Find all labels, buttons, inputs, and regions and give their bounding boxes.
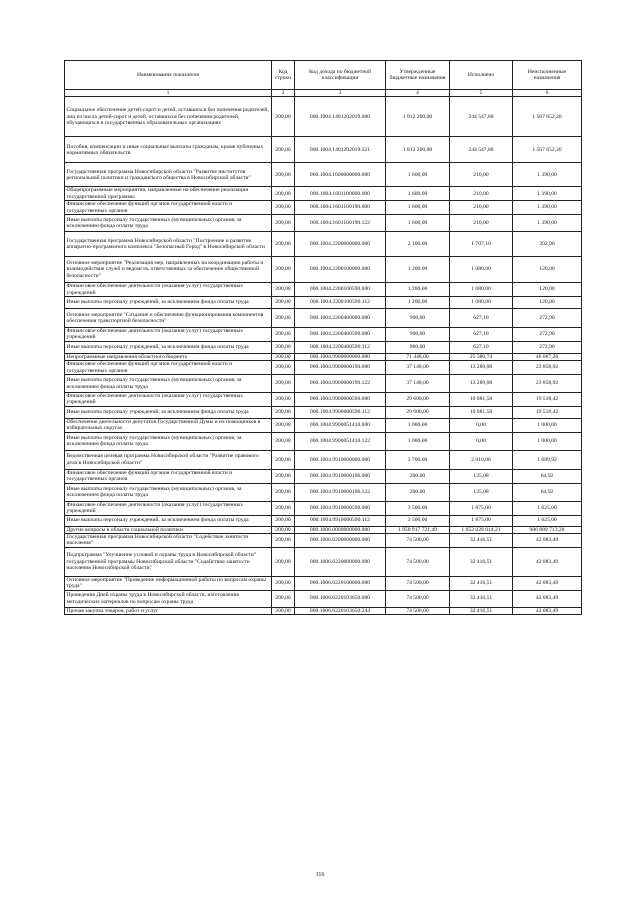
row-remaining: 272,90: [513, 327, 582, 341]
table-row: [65, 97, 582, 137]
header-approved: Утвержденные бюджетные назначения: [386, 61, 450, 90]
row-name: Общепрограммные мероприятия, направленные на обеспечение реализации государственной программы: [65, 187, 272, 201]
row-approved: 1 812 200,00: [386, 97, 450, 137]
row-income-code: 000.1004.2200400000.000: [295, 308, 386, 327]
row-income-code: 000.1004.1601100190.122: [295, 215, 386, 232]
row-approved: 200,00: [386, 469, 450, 483]
table-row: [65, 375, 582, 393]
row-income-code: 000.1004.9910000590.000: [295, 501, 386, 515]
table-row: [65, 515, 582, 526]
table-row: [65, 353, 582, 360]
table-row: [65, 590, 582, 607]
row-remaining: 42 083,49: [513, 547, 582, 576]
row-income-code: 000.1006.0220103650.244: [295, 607, 386, 614]
row-approved: 900,00: [386, 308, 450, 327]
column-number: 1: [65, 90, 272, 97]
row-line-code: 200,00: [272, 534, 295, 548]
row-executed: 627,10: [450, 327, 513, 341]
row-executed: 0,00: [450, 418, 513, 432]
row-remaining: 19 518,42: [513, 393, 582, 407]
table-row: [65, 450, 582, 469]
row-executed: 1 080,00: [450, 296, 513, 308]
row-line-code: 200,00: [272, 232, 295, 257]
table-row: [65, 547, 582, 576]
row-name: Иные выплаты персоналу учреждений, за исключением фонда оплаты труда: [65, 515, 272, 526]
row-executed: 32 416,51: [450, 547, 513, 576]
row-executed: 210,00: [450, 201, 513, 215]
row-income-code: 000.1004.2200100000.000: [295, 257, 386, 283]
row-line-code: 200,00: [272, 501, 295, 515]
row-approved: 74 500,00: [386, 590, 450, 607]
page-number: 116: [315, 872, 325, 878]
row-income-code: 000.1004.9910000190.000: [295, 469, 386, 483]
row-executed: 210,00: [450, 187, 513, 201]
row-approved: 74 500,00: [386, 534, 450, 548]
row-executed: 1 875,00: [450, 501, 513, 515]
column-number: 4: [386, 90, 450, 97]
row-line-code: 200,00: [272, 590, 295, 607]
row-line-code: 200,00: [272, 257, 295, 283]
header-remaining: Неисполненные назначения: [513, 61, 582, 90]
row-approved: 29 600,00: [386, 406, 450, 418]
table-row: [65, 341, 582, 353]
table-row: [65, 137, 582, 163]
row-name: Иные выплаты персоналу государственных (муниципальных) органов, за исключением фонда оплаты труда: [65, 215, 272, 232]
row-remaining: 1 567 652,20: [513, 137, 582, 163]
row-approved: 3 500,00: [386, 501, 450, 515]
row-approved: 1 200,00: [386, 296, 450, 308]
row-income-code: 000.1004.9910000190.122: [295, 483, 386, 501]
row-line-code: 200,00: [272, 607, 295, 614]
row-name: Финансовое обеспечение деятельности (оказания услуг) государственных учреждений: [65, 283, 272, 297]
row-executed: 244 547,80: [450, 137, 513, 163]
row-remaining: 1 689,92: [513, 450, 582, 469]
row-executed: 1 052 028 014,21: [450, 526, 513, 533]
row-remaining: 272,90: [513, 341, 582, 353]
row-name: Проведение Дней охраны труда в Новосибирской области, изготовление методических материалов по вопросам охраны труда: [65, 590, 272, 607]
row-approved: 1 600,00: [386, 215, 450, 232]
row-line-code: 200,00: [272, 515, 295, 526]
row-approved: 37 148,00: [386, 375, 450, 393]
row-line-code: 200,00: [272, 341, 295, 353]
row-line-code: 200,00: [272, 432, 295, 450]
row-executed: 1 875,00: [450, 515, 513, 526]
row-approved: 3 700,00: [386, 450, 450, 469]
table-row: [65, 501, 582, 515]
table-row: [65, 163, 582, 187]
row-income-code: 000.1006.0200000000.000: [295, 534, 386, 548]
row-approved: 74 500,00: [386, 607, 450, 614]
row-line-code: 200,00: [272, 483, 295, 501]
row-executed: 135,08: [450, 483, 513, 501]
row-income-code: 000.1004.9900000590.112: [295, 406, 386, 418]
row-income-code: 000.1004.1601100000.000: [295, 187, 386, 201]
table-row: [65, 406, 582, 418]
row-approved: 1 600,00: [386, 163, 450, 187]
table-row: [65, 534, 582, 548]
row-remaining: 1 625,00: [513, 501, 582, 515]
budget-execution-table: [64, 60, 582, 615]
row-remaining: 42 083,49: [513, 534, 582, 548]
column-number: 3: [295, 90, 386, 97]
row-income-code: 000.1004.9910000590.112: [295, 515, 386, 526]
row-remaining: 272,90: [513, 308, 582, 327]
table-row: [65, 483, 582, 501]
row-approved: 1 200,00: [386, 283, 450, 297]
row-income-code: 000.1004.2200000000.000: [295, 232, 386, 257]
table-row: [65, 296, 582, 308]
header-name: Наименование показателя: [65, 61, 272, 90]
row-name: Ведомственная целевая программа Новосибирской области "Развитие правового дела в Новосибирской области": [65, 450, 272, 469]
row-approved: 1 000,00: [386, 432, 450, 450]
row-remaining: 64,92: [513, 483, 582, 501]
table-row: [65, 469, 582, 483]
row-executed: 210,00: [450, 215, 513, 232]
table-row: [65, 361, 582, 375]
row-name: Другие вопросы в области социальной политики: [65, 526, 272, 533]
row-approved: 37 148,00: [386, 361, 450, 375]
row-name: Иные выплаты персоналу государственных (муниципальных) органов, за исключением фонда оплаты труда: [65, 483, 272, 501]
row-name: Финансовое обеспечение функций органов государственной власти и государственных органов: [65, 469, 272, 483]
row-executed: 1 080,00: [450, 257, 513, 283]
row-name: Иные выплаты персоналу государственных (муниципальных) органов, за исключением фонда оплаты труда: [65, 432, 272, 450]
row-name: Финансовое обеспечение деятельности (оказания услуг) государственных учреждений: [65, 501, 272, 515]
row-approved: 900,00: [386, 327, 450, 341]
row-line-code: 200,00: [272, 353, 295, 360]
row-remaining: 1 390,00: [513, 215, 582, 232]
row-income-code: 000.1004.9910000000.000: [295, 450, 386, 469]
row-line-code: 200,00: [272, 469, 295, 483]
row-remaining: 1 000,00: [513, 418, 582, 432]
row-remaining: 906 889 713,28: [513, 526, 582, 533]
row-income-code: 000.1004.9900000190.000: [295, 361, 386, 375]
row-income-code: 000.1006.0220100000.000: [295, 576, 386, 590]
column-number-row: [65, 90, 582, 97]
table-row: [65, 393, 582, 407]
row-income-code: 000.1004.9900000590.000: [295, 393, 386, 407]
table-row: [65, 232, 582, 257]
row-name: Непрограммные направления областного бюджета: [65, 353, 272, 360]
row-income-code: 000.1004.2200100590.000: [295, 283, 386, 297]
table-row: [65, 432, 582, 450]
row-executed: 32 416,51: [450, 534, 513, 548]
row-approved: 1 600,00: [386, 187, 450, 201]
row-approved: 71 448,00: [386, 353, 450, 360]
row-executed: 1 080,00: [450, 283, 513, 297]
row-income-code: 000.1004.2200400590.000: [295, 327, 386, 341]
row-remaining: 120,00: [513, 283, 582, 297]
row-remaining: 64,92: [513, 469, 582, 483]
table-row: [65, 201, 582, 215]
row-line-code: 200,00: [272, 406, 295, 418]
table-row: [65, 607, 582, 614]
row-name: Основное мероприятие "Создание и обеспечение функционирования компонентов обеспечения транспортной безопасности": [65, 308, 272, 327]
row-income-code: 000.1004.1401202019.000: [295, 97, 386, 137]
row-line-code: 200,00: [272, 201, 295, 215]
row-name: Подпрограмма "Улучшение условий и охраны труда в Новосибирской области" государственной программы Новосибирской области "Содействие занятости населения Новосибирской области": [65, 547, 272, 576]
row-name: Финансовое обеспечение функций органов государственной власти и государственных органов: [65, 201, 272, 215]
row-remaining: 120,00: [513, 257, 582, 283]
row-line-code: 200,00: [272, 137, 295, 163]
row-approved: 200,00: [386, 483, 450, 501]
row-line-code: 200,00: [272, 308, 295, 327]
row-income-code: 000.1004.9900051410.122: [295, 432, 386, 450]
row-approved: 74 500,00: [386, 576, 450, 590]
row-remaining: 1 390,00: [513, 163, 582, 187]
row-income-code: 000.1004.1601100190.000: [295, 201, 386, 215]
row-income-code: 000.1004.2200100590.112: [295, 296, 386, 308]
row-remaining: 42 083,49: [513, 576, 582, 590]
table-row: [65, 526, 582, 533]
row-name: Пособия, компенсации и иные социальные выплаты гражданам, кроме публичных нормативных обязательств: [65, 137, 272, 163]
row-executed: 32 416,51: [450, 607, 513, 614]
row-approved: 1 600,00: [386, 201, 450, 215]
row-executed: 627,10: [450, 308, 513, 327]
row-name: Иные выплаты персоналу государственных (муниципальных) органов, за исключением фонда оплаты труда: [65, 375, 272, 393]
row-approved: 1 958 917 721,49: [386, 526, 450, 533]
row-executed: 10 081,58: [450, 406, 513, 418]
column-number: 5: [450, 90, 513, 97]
row-approved: 1 200,00: [386, 257, 450, 283]
row-approved: 2 100,00: [386, 232, 450, 257]
row-line-code: 200,00: [272, 163, 295, 187]
row-name: Основное мероприятие "Проведение информационной работы по вопросам охраны труда": [65, 576, 272, 590]
row-line-code: 200,00: [272, 576, 295, 590]
row-remaining: 46 067,26: [513, 353, 582, 360]
row-remaining: 19 518,42: [513, 406, 582, 418]
table-row: [65, 187, 582, 201]
header-executed: Исполнено: [450, 61, 513, 90]
row-name: Государственная программа Новосибирской области "Содействие занятости населения": [65, 534, 272, 548]
row-income-code: 000.1006.0000000000.000: [295, 526, 386, 533]
row-executed: 0,00: [450, 432, 513, 450]
row-line-code: 200,00: [272, 97, 295, 137]
row-name: Иные выплаты персоналу учреждений, за исключением фонда оплаты труда: [65, 341, 272, 353]
row-name: Обеспечение деятельности депутатов Государственной Думы и их помощников в избирательных округах: [65, 418, 272, 432]
row-income-code: 000.1004.1600000000.000: [295, 163, 386, 187]
row-executed: 32 416,51: [450, 590, 513, 607]
row-income-code: 000.1006.0220000000.000: [295, 547, 386, 576]
row-approved: 1 812 200,00: [386, 137, 450, 163]
row-line-code: 200,00: [272, 215, 295, 232]
header-income-code: Код дохода по бюджетной классификации: [295, 61, 386, 90]
row-name: Иные выплаты персоналу учреждений, за исключением фонда оплаты труда: [65, 406, 272, 418]
table-row: [65, 308, 582, 327]
row-name: Иные выплаты персоналу учреждений, за исключением фонда оплаты труда: [65, 296, 272, 308]
row-executed: 1 707,10: [450, 232, 513, 257]
row-executed: 25 380,74: [450, 353, 513, 360]
row-executed: 2 010,08: [450, 450, 513, 469]
table-row: [65, 215, 582, 232]
row-income-code: 000.1004.2200400590.112: [295, 341, 386, 353]
row-executed: 210,00: [450, 163, 513, 187]
header-row: [65, 61, 582, 90]
row-remaining: 1 567 652,20: [513, 97, 582, 137]
row-name: Социальное обеспечение детей-сирот и детей, оставшихся без попечения родителей, лиц из числа детей-сирот и детей, оставшихся без попечения родителей, обучающихся в государственных образовательных организациях: [65, 97, 272, 137]
table-row: [65, 257, 582, 283]
row-line-code: 200,00: [272, 375, 295, 393]
row-line-code: 200,00: [272, 393, 295, 407]
row-approved: 1 000,00: [386, 418, 450, 432]
row-line-code: 200,00: [272, 327, 295, 341]
column-number: 2: [272, 90, 295, 97]
row-name: Финансовое обеспечение функций органов государственной власти и государственных органов: [65, 361, 272, 375]
row-approved: 29 600,00: [386, 393, 450, 407]
row-line-code: 200,00: [272, 361, 295, 375]
table-row: [65, 283, 582, 297]
row-remaining: 23 858,92: [513, 375, 582, 393]
row-line-code: 200,00: [272, 296, 295, 308]
row-name: Финансовое обеспечение деятельности (оказания услуг) государственных учреждений: [65, 327, 272, 341]
row-income-code: 000.1006.0220103650.000: [295, 590, 386, 607]
row-name: Прочая закупка товаров, работ и услуг: [65, 607, 272, 614]
row-remaining: 1 625,00: [513, 515, 582, 526]
row-remaining: 23 858,92: [513, 361, 582, 375]
table-row: [65, 576, 582, 590]
row-remaining: 1 000,00: [513, 432, 582, 450]
row-line-code: 200,00: [272, 418, 295, 432]
column-number: 6: [513, 90, 582, 97]
row-line-code: 200,00: [272, 187, 295, 201]
row-income-code: 000.1004.1401202019.321: [295, 137, 386, 163]
row-line-code: 200,00: [272, 547, 295, 576]
row-name: Финансовое обеспечение деятельности (оказания услуг) государственных учреждений: [65, 393, 272, 407]
row-executed: 13 289,08: [450, 361, 513, 375]
header-line-code: Код строки: [272, 61, 295, 90]
table-row: [65, 418, 582, 432]
table-body: [65, 97, 582, 615]
row-line-code: 200,00: [272, 283, 295, 297]
row-remaining: 42 083,49: [513, 590, 582, 607]
row-approved: 3 500,00: [386, 515, 450, 526]
row-executed: 627,10: [450, 341, 513, 353]
row-executed: 244 547,80: [450, 97, 513, 137]
row-executed: 13 289,08: [450, 375, 513, 393]
row-name: Государственная программа Новосибирской области "Построение и развитие аппаратно-программного комплекса "Безопасный Город" в Новосибирской области: [65, 232, 272, 257]
row-remaining: 392,90: [513, 232, 582, 257]
row-approved: 74 500,00: [386, 547, 450, 576]
row-remaining: 1 390,00: [513, 187, 582, 201]
row-income-code: 000.1004.9900051410.000: [295, 418, 386, 432]
row-income-code: 000.1004.9900000000.000: [295, 353, 386, 360]
row-executed: 32 416,51: [450, 576, 513, 590]
row-remaining: 1 390,00: [513, 201, 582, 215]
row-line-code: 200,00: [272, 450, 295, 469]
table-row: [65, 327, 582, 341]
row-income-code: 000.1004.9900000190.122: [295, 375, 386, 393]
row-remaining: 120,00: [513, 296, 582, 308]
row-line-code: 200,00: [272, 526, 295, 533]
row-remaining: 42 083,49: [513, 607, 582, 614]
row-name: Государственная программа Новосибирской области "Развитие институтов региональной политики и гражданского общества в Новосибирской области": [65, 163, 272, 187]
row-name: Основное мероприятие "Реализация мер, направленных на координацию работы и взаимодействие служб и ведомств, ответственных за обеспечение общественной безопасности": [65, 257, 272, 283]
row-executed: 10 081,58: [450, 393, 513, 407]
row-approved: 900,00: [386, 341, 450, 353]
row-executed: 135,08: [450, 469, 513, 483]
